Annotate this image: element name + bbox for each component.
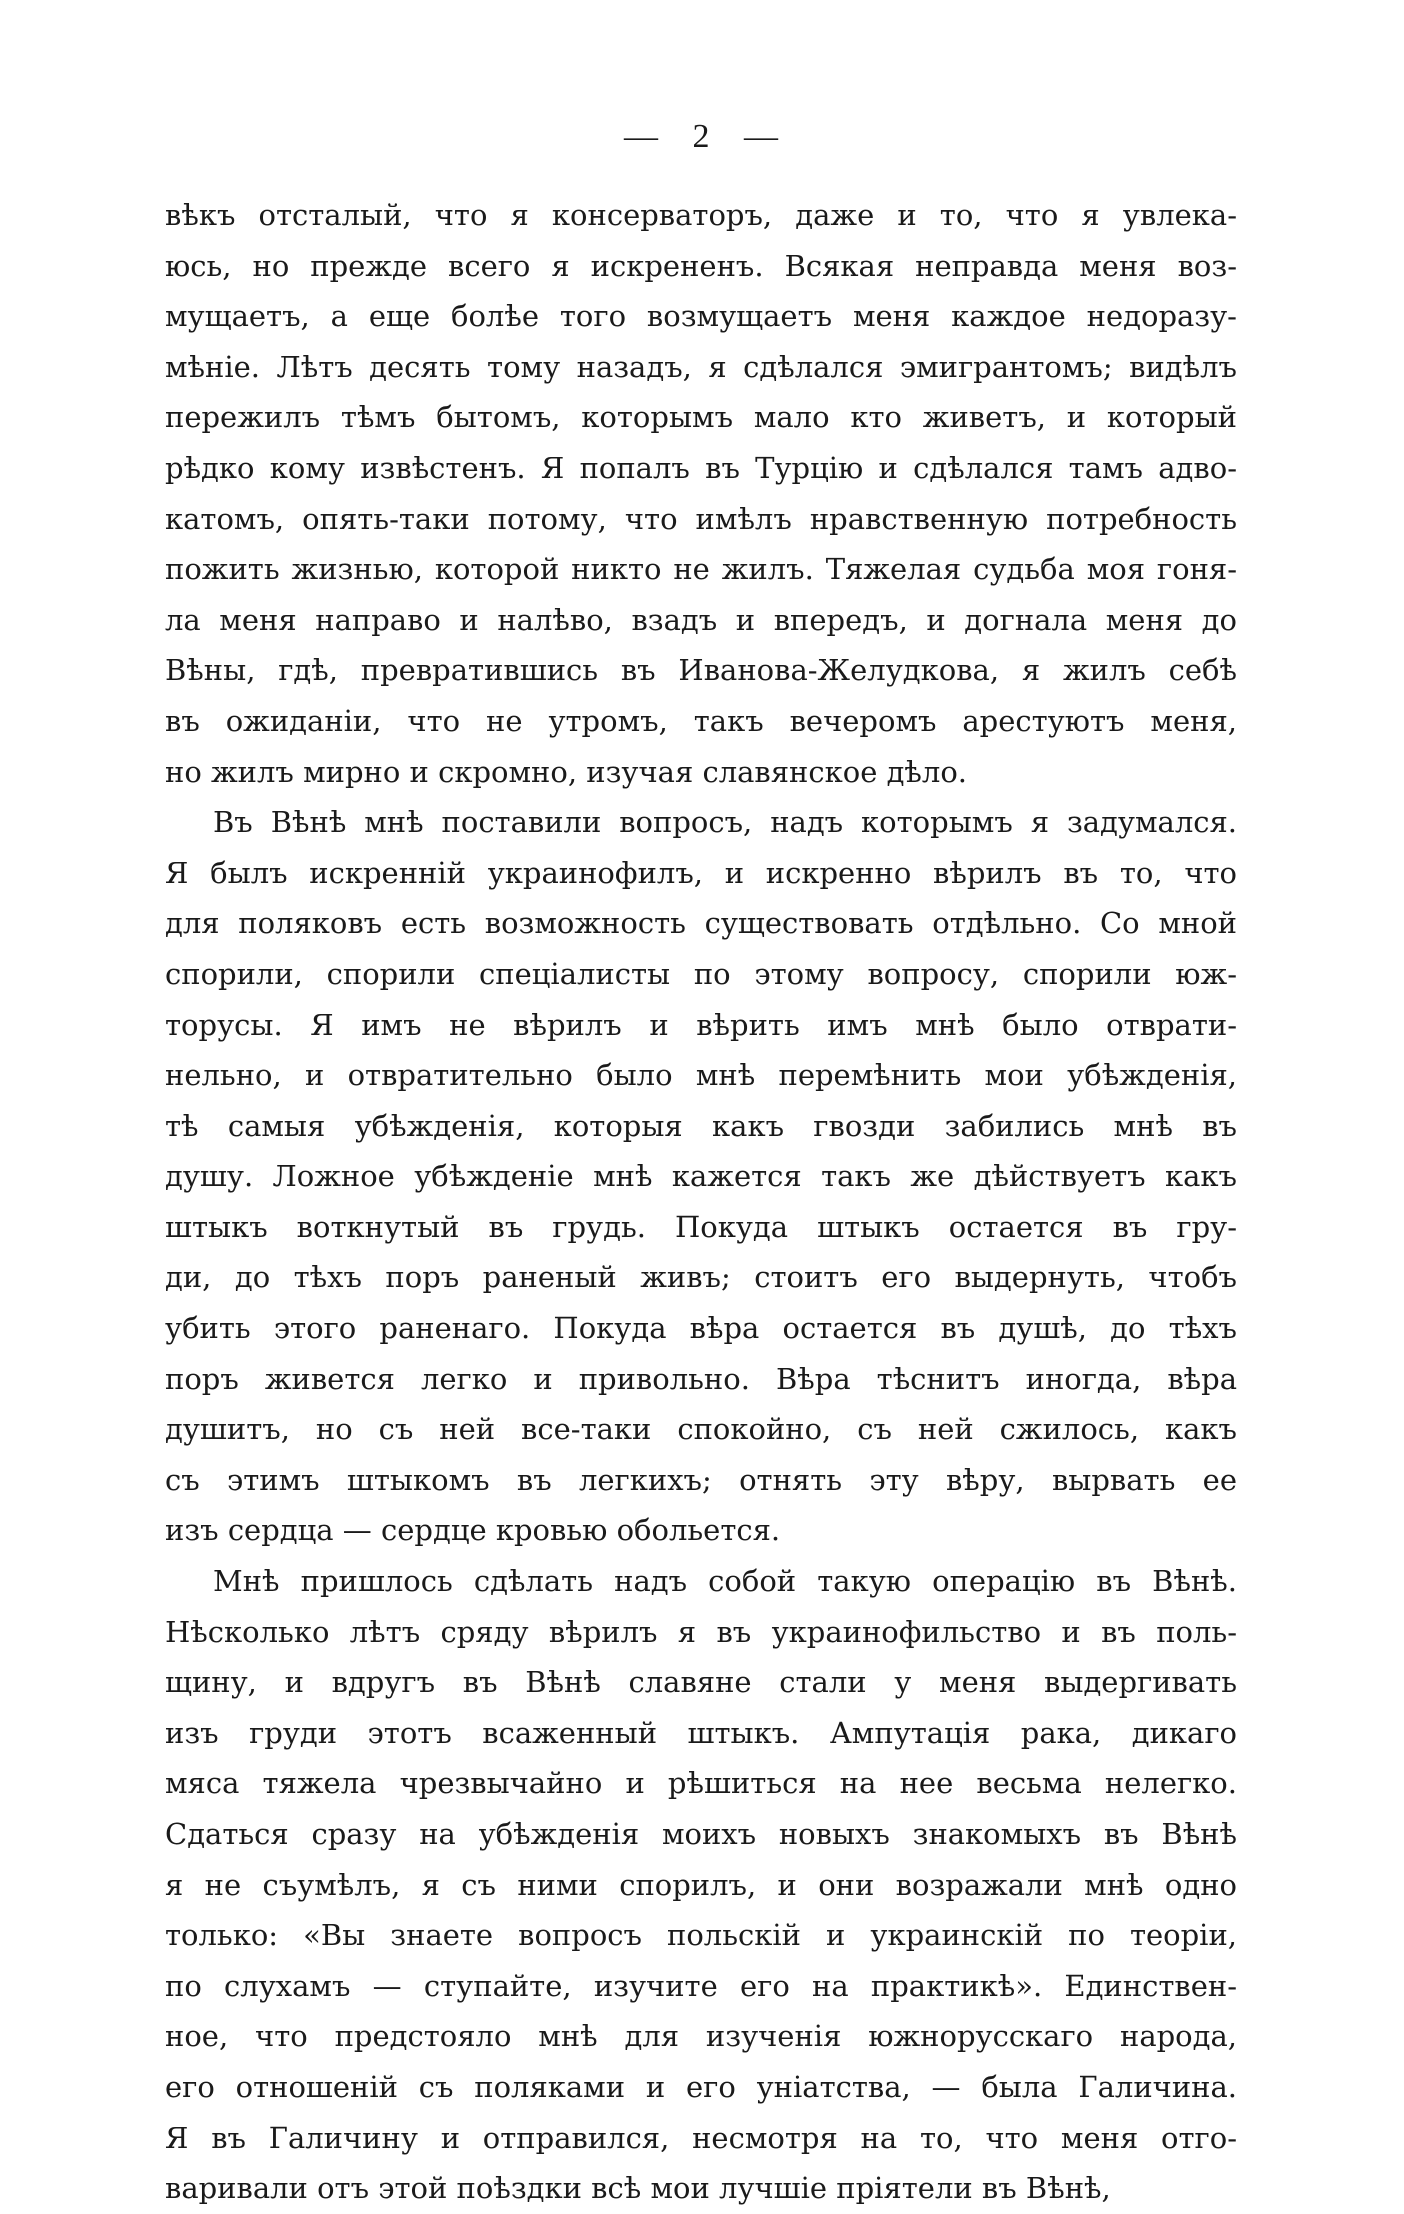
text-line: варивали отъ этой поѣздки всѣ мои лучшіе пріятели въ Вѣнѣ, (165, 2171, 1111, 2206)
text-line: юсь, но прежде всего я искрененъ. Всякая неправда меня воз- (165, 248, 1237, 283)
text-line: поръ живется легко и привольно. Вѣра тѣснитъ иногда, вѣра (165, 1361, 1237, 1396)
text-line: ди, до тѣхъ поръ раненый живъ; стоитъ его выдернуть, чтобъ (165, 1260, 1237, 1295)
text-line: мущаетъ, а еще болѣе того возмущаетъ меня каждое недоразу- (165, 299, 1237, 334)
text-line: я не съумѣлъ, я съ ними спорилъ, и они возражали мнѣ одно (165, 1867, 1237, 1902)
text-line: по слухамъ — ступайте, изучите его на практикѣ». Единствен- (165, 1968, 1237, 2003)
text-line: спорили, спорили спеціалисты по этому вопросу, спорили юж- (165, 956, 1237, 991)
text-line: торусы. Я имъ не вѣрилъ и вѣрить имъ мнѣ было отврати- (165, 1007, 1237, 1042)
text-line: Мнѣ пришлось сдѣлать надъ собой такую операцію въ Вѣнѣ. (213, 1564, 1237, 1599)
text-line: щину, и вдругъ въ Вѣнѣ славяне стали у меня выдергивать (165, 1665, 1237, 1700)
text-line: съ этимъ штыкомъ въ легкихъ; отнять эту вѣру, вырвать ее (165, 1462, 1237, 1497)
text-line: тѣ самыя убѣжденія, которыя какъ гвозди забились мнѣ въ (165, 1108, 1237, 1143)
text-line: Вѣны, гдѣ, превратившись въ Иванова-Желудкова, я жилъ себѣ (165, 653, 1237, 688)
text-line: изъ сердца — сердце кровью обольется. (165, 1513, 781, 1548)
text-line: только: «Вы знаете вопросъ польскій и украинскій по теоріи, (165, 1918, 1237, 1953)
text-line: штыкъ воткнутый въ грудь. Покуда штыкъ остается въ гру- (165, 1209, 1237, 1244)
text-line: мяса тяжела чрезвычайно и рѣшиться на нее весьма нелегко. (165, 1766, 1237, 1801)
text-line: душитъ, но съ ней все-таки спокойно, съ ней сжилось, какъ (165, 1412, 1237, 1447)
text-line: но жилъ мирно и скромно, изучая славянское дѣло. (165, 754, 968, 789)
text-line: ное, что предстояло мнѣ для изученія южнорусскаго народа, (165, 2019, 1237, 2054)
text-line: въ ожиданіи, что не утромъ, такъ вечеромъ арестуютъ меня, (165, 703, 1237, 738)
text-line: Въ Вѣнѣ мнѣ поставили вопросъ, надъ которымъ я задумался. (213, 805, 1237, 840)
text-line: Сдаться сразу на убѣжденія моихъ новыхъ знакомыхъ въ Вѣнѣ (165, 1817, 1237, 1851)
text-line: пережилъ тѣмъ бытомъ, которымъ мало кто живетъ, и который (165, 400, 1237, 435)
text-line: Нѣсколько лѣтъ сряду вѣрилъ я въ украинофильство и въ поль- (165, 1614, 1237, 1649)
text-line: нельно, и отвратительно было мнѣ перемѣнить мои убѣжденія, (165, 1058, 1237, 1093)
text-line: его отношеній съ поляками и его уніатства, — была Галичина. (165, 2069, 1237, 2104)
text-line: убить этого раненаго. Покуда вѣра остается въ душѣ, до тѣхъ (165, 1311, 1237, 1346)
text-line: душу. Ложное убѣжденіе мнѣ кажется такъ же дѣйствуетъ какъ (165, 1159, 1237, 1194)
page-number-dash-right: — (744, 118, 780, 155)
text-line: мѣніе. Лѣтъ десять тому назадъ, я сдѣлался эмигрантомъ; видѣлъ (165, 349, 1237, 384)
page-number: 2 (692, 118, 712, 155)
text-line: изъ груди этотъ всаженный штыкъ. Ампутація рака, дикаго (165, 1715, 1237, 1750)
text-line: катомъ, опять-таки потому, что имѣлъ нравственную потребность (165, 501, 1237, 536)
text-line: ла меня направо и налѣво, взадъ и впередъ, и догнала меня до (165, 602, 1237, 637)
text-line: Я былъ искренній украинофилъ, и искренно вѣрилъ въ то, что (165, 855, 1237, 890)
text-line: вѣкъ отсталый, что я консерваторъ, даже и то, что я увлека- (165, 198, 1237, 232)
text-line: Я въ Галичину и отправился, несмотря на то, что меня отго- (165, 2120, 1237, 2155)
page-header (0, 118, 1404, 156)
text-line: рѣдко кому извѣстенъ. Я попалъ въ Турцію и сдѣлался тамъ адво- (165, 450, 1237, 485)
text-line: пожить жизнью, которой никто не жилъ. Тяжелая судьба моя гоня- (165, 552, 1237, 587)
body-text (165, 190, 1237, 2214)
text-line: для поляковъ есть возможность существовать отдѣльно. Со мной (165, 906, 1237, 941)
page-number-dash-left: — (624, 118, 660, 155)
